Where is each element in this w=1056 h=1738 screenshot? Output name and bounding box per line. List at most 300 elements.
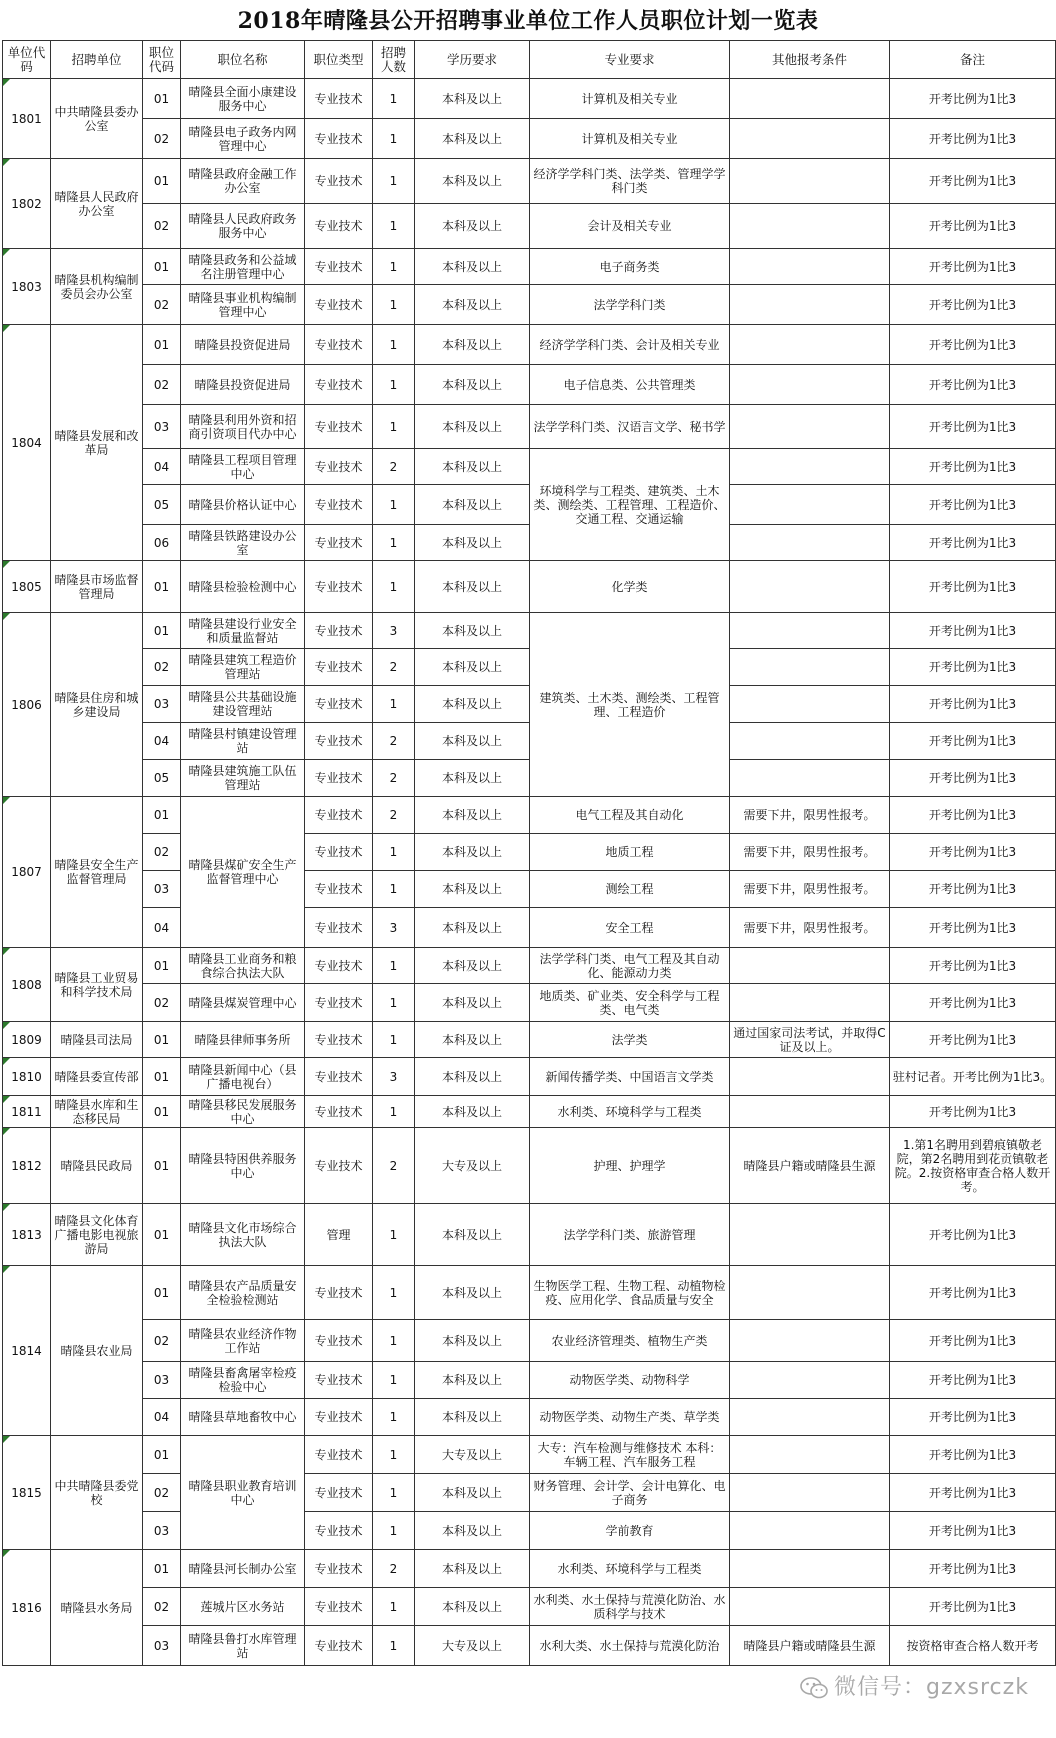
position-type-cell: 专业技术 <box>305 285 373 325</box>
headcount-cell: 1 <box>373 285 415 325</box>
table-row <box>3 686 1056 723</box>
position-name-cell: 晴隆县煤炭管理中心 <box>181 984 305 1022</box>
table-row <box>3 405 1056 449</box>
table-row <box>3 285 1056 325</box>
major-cell: 测绘工程 <box>530 871 730 908</box>
note-cell: 开考比例为1比3 <box>890 1320 1056 1362</box>
other-conditions-cell <box>730 204 890 249</box>
table-row <box>3 1626 1056 1666</box>
position-code-cell: 04 <box>143 908 181 948</box>
education-cell: 本科及以上 <box>415 686 530 723</box>
education-cell: 本科及以上 <box>415 649 530 686</box>
position-code-cell: 04 <box>143 1399 181 1436</box>
position-code-cell: 03 <box>143 871 181 908</box>
table-row <box>3 79 1056 119</box>
unit-code-cell: 1804 <box>3 325 51 561</box>
position-code-cell: 04 <box>143 723 181 760</box>
position-code-cell: 01 <box>143 1550 181 1588</box>
position-type-cell: 专业技术 <box>305 325 373 365</box>
position-code-cell: 03 <box>143 1512 181 1550</box>
position-code-cell: 01 <box>143 1204 181 1266</box>
table-row <box>3 1022 1056 1058</box>
other-conditions-cell <box>730 1436 890 1474</box>
note-cell: 开考比例为1比3 <box>890 1204 1056 1266</box>
headcount-cell: 1 <box>373 1436 415 1474</box>
headcount-cell: 2 <box>373 760 415 797</box>
unit-name-cell: 中共晴隆县委党校 <box>51 1436 143 1550</box>
table-row <box>3 1096 1056 1128</box>
major-cell: 法学学科门类、旅游管理 <box>530 1204 730 1266</box>
note-cell: 开考比例为1比3 <box>890 285 1056 325</box>
position-name-cell: 晴隆县建筑工程造价管理站 <box>181 649 305 686</box>
table-row <box>3 649 1056 686</box>
other-conditions-cell <box>730 365 890 405</box>
position-name-cell: 晴隆县农业经济作物工作站 <box>181 1320 305 1362</box>
major-cell: 地质工程 <box>530 834 730 871</box>
other-conditions-cell <box>730 525 890 561</box>
other-conditions-cell <box>730 159 890 204</box>
other-conditions-cell <box>730 649 890 686</box>
headcount-cell: 1 <box>373 1512 415 1550</box>
headcount-cell: 1 <box>373 1266 415 1320</box>
header-cell: 招聘人数 <box>373 41 415 79</box>
position-name-cell: 晴隆县村镇建设管理站 <box>181 723 305 760</box>
unit-code-cell: 1811 <box>3 1096 51 1128</box>
note-cell: 开考比例为1比3 <box>890 1550 1056 1588</box>
headcount-cell: 1 <box>373 1588 415 1626</box>
major-cell: 经济学学科门类、会计及相关专业 <box>530 325 730 365</box>
unit-code-cell: 1813 <box>3 1204 51 1266</box>
position-type-cell: 专业技术 <box>305 686 373 723</box>
headcount-cell: 1 <box>373 1204 415 1266</box>
position-code-cell: 03 <box>143 1362 181 1399</box>
position-type-cell: 专业技术 <box>305 159 373 204</box>
major-cell: 经济学学科门类、法学类、管理学学科门类 <box>530 159 730 204</box>
other-conditions-cell: 通过国家司法考试，并取得C证及以上。 <box>730 1022 890 1058</box>
table-row <box>3 249 1056 285</box>
headcount-cell: 3 <box>373 908 415 948</box>
headcount-cell: 1 <box>373 834 415 871</box>
page-title: 2018年晴隆县公开招聘事业单位工作人员职位计划一览表 <box>237 8 819 34</box>
other-conditions-cell <box>730 1362 890 1399</box>
table-row <box>3 119 1056 159</box>
table-row <box>3 760 1056 797</box>
position-type-cell: 专业技术 <box>305 834 373 871</box>
education-cell: 本科及以上 <box>415 1474 530 1512</box>
position-name-cell: 晴隆县政务和公益域名注册管理中心 <box>181 249 305 285</box>
note-cell: 开考比例为1比3 <box>890 1436 1056 1474</box>
table-row <box>3 908 1056 948</box>
other-conditions-cell <box>730 1204 890 1266</box>
position-code-cell: 01 <box>143 159 181 204</box>
position-type-cell: 专业技术 <box>305 1362 373 1399</box>
other-conditions-cell <box>730 1058 890 1096</box>
education-cell: 本科及以上 <box>415 760 530 797</box>
other-conditions-cell <box>730 449 890 485</box>
education-cell: 本科及以上 <box>415 948 530 984</box>
note-cell: 开考比例为1比3 <box>890 1096 1056 1128</box>
position-code-cell: 01 <box>143 1266 181 1320</box>
position-name-cell: 晴隆县律师事务所 <box>181 1022 305 1058</box>
note-cell: 开考比例为1比3 <box>890 760 1056 797</box>
position-type-cell: 专业技术 <box>305 1588 373 1626</box>
note-cell: 开考比例为1比3 <box>890 723 1056 760</box>
other-conditions-cell <box>730 1399 890 1436</box>
unit-name-cell: 晴隆县司法局 <box>51 1022 143 1058</box>
unit-name-cell: 晴隆县安全生产监督管理局 <box>51 797 143 948</box>
position-code-cell: 03 <box>143 1626 181 1666</box>
note-cell: 开考比例为1比3 <box>890 1588 1056 1626</box>
note-cell: 开考比例为1比3 <box>890 159 1056 204</box>
position-name-cell: 晴隆县政府金融工作办公室 <box>181 159 305 204</box>
position-name-cell: 晴隆县电子政务内网管理中心 <box>181 119 305 159</box>
position-code-cell: 01 <box>143 797 181 834</box>
note-cell: 开考比例为1比3 <box>890 908 1056 948</box>
table-row <box>3 834 1056 871</box>
position-code-cell: 02 <box>143 649 181 686</box>
note-cell: 开考比例为1比3 <box>890 204 1056 249</box>
position-name-cell: 晴隆县职业教育培训中心 <box>181 1436 305 1550</box>
major-cell: 水利类、水土保持与荒漠化防治、水质科学与技术 <box>530 1588 730 1626</box>
education-cell: 本科及以上 <box>415 79 530 119</box>
unit-name-cell: 晴隆县市场监督管理局 <box>51 561 143 613</box>
education-cell: 本科及以上 <box>415 1058 530 1096</box>
education-cell: 本科及以上 <box>415 834 530 871</box>
other-conditions-cell: 需要下井，限男性报考。 <box>730 797 890 834</box>
other-conditions-cell <box>730 984 890 1022</box>
major-cell: 化学类 <box>530 561 730 613</box>
position-code-cell: 01 <box>143 325 181 365</box>
position-type-cell: 专业技术 <box>305 760 373 797</box>
position-name-cell: 晴隆县新闻中心（县广播电视台） <box>181 1058 305 1096</box>
education-cell: 本科及以上 <box>415 1204 530 1266</box>
note-cell: 开考比例为1比3 <box>890 79 1056 119</box>
other-conditions-cell <box>730 119 890 159</box>
position-type-cell: 专业技术 <box>305 948 373 984</box>
position-name-cell: 晴隆县河长制办公室 <box>181 1550 305 1588</box>
note-cell: 驻村记者。开考比例为1比3。 <box>890 1058 1056 1096</box>
major-cell: 计算机及相关专业 <box>530 119 730 159</box>
major-cell: 地质类、矿业类、安全科学与工程类、电气类 <box>530 984 730 1022</box>
table-row <box>3 561 1056 613</box>
position-name-cell: 晴隆县投资促进局 <box>181 365 305 405</box>
unit-code-cell: 1812 <box>3 1128 51 1204</box>
unit-code-cell: 1801 <box>3 79 51 159</box>
headcount-cell: 1 <box>373 561 415 613</box>
position-type-cell: 专业技术 <box>305 1058 373 1096</box>
position-type-cell: 管理 <box>305 1204 373 1266</box>
position-type-cell: 专业技术 <box>305 1474 373 1512</box>
other-conditions-cell <box>730 325 890 365</box>
major-cell: 安全工程 <box>530 908 730 948</box>
header-cell: 学历要求 <box>415 41 530 79</box>
table-row <box>3 613 1056 649</box>
position-name-cell: 晴隆县工程项目管理中心 <box>181 449 305 485</box>
position-code-cell: 01 <box>143 1096 181 1128</box>
note-cell: 开考比例为1比3 <box>890 613 1056 649</box>
position-code-cell: 02 <box>143 204 181 249</box>
major-cell: 法学类 <box>530 1022 730 1058</box>
other-conditions-cell: 需要下井，限男性报考。 <box>730 908 890 948</box>
note-cell: 开考比例为1比3 <box>890 561 1056 613</box>
other-conditions-cell <box>730 1266 890 1320</box>
position-code-cell: 01 <box>143 1436 181 1474</box>
headcount-cell: 1 <box>373 1399 415 1436</box>
other-conditions-cell <box>730 285 890 325</box>
note-cell: 开考比例为1比3 <box>890 1474 1056 1512</box>
position-name-cell: 晴隆县价格认证中心 <box>181 485 305 525</box>
headcount-cell: 1 <box>373 159 415 204</box>
education-cell: 本科及以上 <box>415 723 530 760</box>
other-conditions-cell: 需要下井，限男性报考。 <box>730 871 890 908</box>
education-cell: 本科及以上 <box>415 1399 530 1436</box>
education-cell: 本科及以上 <box>415 119 530 159</box>
headcount-cell: 1 <box>373 485 415 525</box>
other-conditions-cell <box>730 948 890 984</box>
headcount-cell: 1 <box>373 948 415 984</box>
position-type-cell: 专业技术 <box>305 1128 373 1204</box>
education-cell: 本科及以上 <box>415 159 530 204</box>
headcount-cell: 3 <box>373 1058 415 1096</box>
unit-code-cell: 1810 <box>3 1058 51 1096</box>
education-cell: 本科及以上 <box>415 984 530 1022</box>
table-row <box>3 325 1056 365</box>
note-cell: 开考比例为1比3 <box>890 325 1056 365</box>
education-cell: 本科及以上 <box>415 1096 530 1128</box>
position-type-cell: 专业技术 <box>305 1436 373 1474</box>
major-cell: 建筑类、土木类、测绘类、工程管理、工程造价 <box>530 613 730 797</box>
position-name-cell: 晴隆县投资促进局 <box>181 325 305 365</box>
other-conditions-cell <box>730 686 890 723</box>
position-code-cell: 05 <box>143 760 181 797</box>
unit-code-cell: 1809 <box>3 1022 51 1058</box>
unit-name-cell: 晴隆县工业贸易和科学技术局 <box>51 948 143 1022</box>
position-code-cell: 03 <box>143 686 181 723</box>
headcount-cell: 1 <box>373 1320 415 1362</box>
position-name-cell: 晴隆县畜禽屠宰检疫检验中心 <box>181 1362 305 1399</box>
other-conditions-cell <box>730 1588 890 1626</box>
position-name-cell: 晴隆县建设行业安全和质量监督站 <box>181 613 305 649</box>
position-type-cell: 专业技术 <box>305 649 373 686</box>
other-conditions-cell <box>730 405 890 449</box>
major-cell: 环境科学与工程类、建筑类、土木类、测绘类、工程管理、工程造价、交通工程、交通运输 <box>530 449 730 561</box>
position-name-cell: 晴隆县人民政府政务服务中心 <box>181 204 305 249</box>
unit-code-cell: 1802 <box>3 159 51 249</box>
note-cell: 开考比例为1比3 <box>890 485 1056 525</box>
note-cell: 开考比例为1比3 <box>890 525 1056 561</box>
position-type-cell: 专业技术 <box>305 79 373 119</box>
unit-name-cell: 晴隆县委宣传部 <box>51 1058 143 1096</box>
position-type-cell: 专业技术 <box>305 1626 373 1666</box>
position-type-cell: 专业技术 <box>305 405 373 449</box>
headcount-cell: 2 <box>373 1128 415 1204</box>
headcount-cell: 1 <box>373 686 415 723</box>
headcount-cell: 2 <box>373 649 415 686</box>
position-code-cell: 02 <box>143 1588 181 1626</box>
major-cell: 动物医学类、动物生产类、草学类 <box>530 1399 730 1436</box>
position-name-cell: 晴隆县铁路建设办公室 <box>181 525 305 561</box>
major-cell: 农业经济管理类、植物生产类 <box>530 1320 730 1362</box>
note-cell: 开考比例为1比3 <box>890 1266 1056 1320</box>
headcount-cell: 1 <box>373 405 415 449</box>
unit-code-cell: 1815 <box>3 1436 51 1550</box>
position-code-cell: 01 <box>143 1058 181 1096</box>
major-cell: 电气工程及其自动化 <box>530 797 730 834</box>
headcount-cell: 1 <box>373 1022 415 1058</box>
other-conditions-cell <box>730 760 890 797</box>
education-cell: 大专及以上 <box>415 1128 530 1204</box>
position-code-cell: 01 <box>143 1022 181 1058</box>
unit-code-cell: 1807 <box>3 797 51 948</box>
position-code-cell: 01 <box>143 1128 181 1204</box>
note-cell: 开考比例为1比3 <box>890 365 1056 405</box>
major-cell: 大专：汽车检测与维修技术 本科：车辆工程、汽车服务工程 <box>530 1436 730 1474</box>
position-type-cell: 专业技术 <box>305 525 373 561</box>
position-type-cell: 专业技术 <box>305 561 373 613</box>
unit-code-cell: 1808 <box>3 948 51 1022</box>
table-row <box>3 1588 1056 1626</box>
education-cell: 本科及以上 <box>415 525 530 561</box>
education-cell: 本科及以上 <box>415 1550 530 1588</box>
unit-name-cell: 中共晴隆县委办公室 <box>51 79 143 159</box>
note-cell: 开考比例为1比3 <box>890 119 1056 159</box>
major-cell: 水利类、环境科学与工程类 <box>530 1096 730 1128</box>
note-cell: 开考比例为1比3 <box>890 649 1056 686</box>
education-cell: 本科及以上 <box>415 285 530 325</box>
header-cell: 备注 <box>890 41 1056 79</box>
position-code-cell: 02 <box>143 834 181 871</box>
headcount-cell: 1 <box>373 249 415 285</box>
headcount-cell: 1 <box>373 79 415 119</box>
other-conditions-cell: 需要下井，限男性报考。 <box>730 834 890 871</box>
education-cell: 本科及以上 <box>415 249 530 285</box>
other-conditions-cell <box>730 79 890 119</box>
unit-code-cell: 1806 <box>3 613 51 797</box>
table-row <box>3 1128 1056 1204</box>
unit-code-cell: 1814 <box>3 1266 51 1436</box>
education-cell: 本科及以上 <box>415 871 530 908</box>
education-cell: 本科及以上 <box>415 325 530 365</box>
position-code-cell: 01 <box>143 79 181 119</box>
position-code-cell: 04 <box>143 449 181 485</box>
position-type-cell: 专业技术 <box>305 449 373 485</box>
other-conditions-cell <box>730 1320 890 1362</box>
education-cell: 本科及以上 <box>415 1022 530 1058</box>
headcount-cell: 2 <box>373 797 415 834</box>
position-code-cell: 02 <box>143 365 181 405</box>
position-type-cell: 专业技术 <box>305 1550 373 1588</box>
table-row <box>3 723 1056 760</box>
major-cell: 法学学科门类、汉语言文学、秘书学 <box>530 405 730 449</box>
other-conditions-cell <box>730 1474 890 1512</box>
position-code-cell: 01 <box>143 948 181 984</box>
other-conditions-cell: 晴隆县户籍或晴隆县生源 <box>730 1128 890 1204</box>
header-cell: 职位代码 <box>143 41 181 79</box>
other-conditions-cell <box>730 1096 890 1128</box>
position-type-cell: 专业技术 <box>305 984 373 1022</box>
position-type-cell: 专业技术 <box>305 723 373 760</box>
headcount-cell: 3 <box>373 613 415 649</box>
table-row <box>3 948 1056 984</box>
position-code-cell: 01 <box>143 249 181 285</box>
major-cell: 电子信息类、公共管理类 <box>530 365 730 405</box>
header-cell: 单位代码 <box>3 41 51 79</box>
headcount-cell: 1 <box>373 1474 415 1512</box>
major-cell: 水利大类、水土保持与荒漠化防治 <box>530 1626 730 1666</box>
headcount-cell: 1 <box>373 119 415 159</box>
major-cell: 学前教育 <box>530 1512 730 1550</box>
note-cell: 开考比例为1比3 <box>890 797 1056 834</box>
other-conditions-cell <box>730 485 890 525</box>
note-cell: 开考比例为1比3 <box>890 984 1056 1022</box>
position-type-cell: 专业技术 <box>305 797 373 834</box>
unit-name-cell: 晴隆县水务局 <box>51 1550 143 1666</box>
note-cell: 开考比例为1比3 <box>890 249 1056 285</box>
headcount-cell: 1 <box>373 365 415 405</box>
major-cell: 计算机及相关专业 <box>530 79 730 119</box>
position-name-cell: 晴隆县建筑施工队伍管理站 <box>181 760 305 797</box>
headcount-cell: 1 <box>373 984 415 1022</box>
headcount-cell: 1 <box>373 204 415 249</box>
position-name-cell: 晴隆县利用外资和招商引资项目代办中心 <box>181 405 305 449</box>
note-cell: 开考比例为1比3 <box>890 948 1056 984</box>
note-cell: 开考比例为1比3 <box>890 686 1056 723</box>
headcount-cell: 1 <box>373 871 415 908</box>
unit-name-cell: 晴隆县民政局 <box>51 1128 143 1204</box>
other-conditions-cell <box>730 723 890 760</box>
position-name-cell: 晴隆县煤矿安全生产监督管理中心 <box>181 797 305 948</box>
table-row <box>3 1436 1056 1474</box>
table-row <box>3 1266 1056 1320</box>
major-cell: 电子商务类 <box>530 249 730 285</box>
position-type-cell: 专业技术 <box>305 1022 373 1058</box>
other-conditions-cell <box>730 561 890 613</box>
note-cell: 按资格审查合格人数开考 <box>890 1626 1056 1666</box>
position-name-cell: 晴隆县工业商务和粮食综合执法大队 <box>181 948 305 984</box>
position-name-cell: 晴隆县文化市场综合执法大队 <box>181 1204 305 1266</box>
position-type-cell: 专业技术 <box>305 1399 373 1436</box>
major-cell: 动物医学类、动物科学 <box>530 1362 730 1399</box>
position-name-cell: 晴隆县特困供养服务中心 <box>181 1128 305 1204</box>
other-conditions-cell: 晴隆县户籍或晴隆县生源 <box>730 1626 890 1666</box>
position-code-cell: 05 <box>143 485 181 525</box>
note-cell: 开考比例为1比3 <box>890 1399 1056 1436</box>
education-cell: 本科及以上 <box>415 1266 530 1320</box>
unit-name-cell: 晴隆县发展和改革局 <box>51 325 143 561</box>
header-cell: 专业要求 <box>530 41 730 79</box>
table-row <box>3 485 1056 525</box>
major-cell: 新闻传播学类、中国语言文学类 <box>530 1058 730 1096</box>
table-row <box>3 1204 1056 1266</box>
position-type-cell: 专业技术 <box>305 119 373 159</box>
education-cell: 本科及以上 <box>415 908 530 948</box>
header-cell: 职位名称 <box>181 41 305 79</box>
recruitment-table <box>2 40 1056 1666</box>
unit-name-cell: 晴隆县水库和生态移民局 <box>51 1096 143 1128</box>
education-cell: 大专及以上 <box>415 1626 530 1666</box>
table-body <box>3 79 1056 1666</box>
education-cell: 本科及以上 <box>415 561 530 613</box>
position-type-cell: 专业技术 <box>305 485 373 525</box>
position-type-cell: 专业技术 <box>305 1320 373 1362</box>
note-cell: 开考比例为1比3 <box>890 1362 1056 1399</box>
position-code-cell: 02 <box>143 119 181 159</box>
position-name-cell: 晴隆县公共基础设施建设管理站 <box>181 686 305 723</box>
unit-name-cell: 晴隆县人民政府办公室 <box>51 159 143 249</box>
note-cell: 开考比例为1比3 <box>890 1022 1056 1058</box>
position-name-cell: 晴隆县事业机构编制管理中心 <box>181 285 305 325</box>
note-cell: 开考比例为1比3 <box>890 449 1056 485</box>
